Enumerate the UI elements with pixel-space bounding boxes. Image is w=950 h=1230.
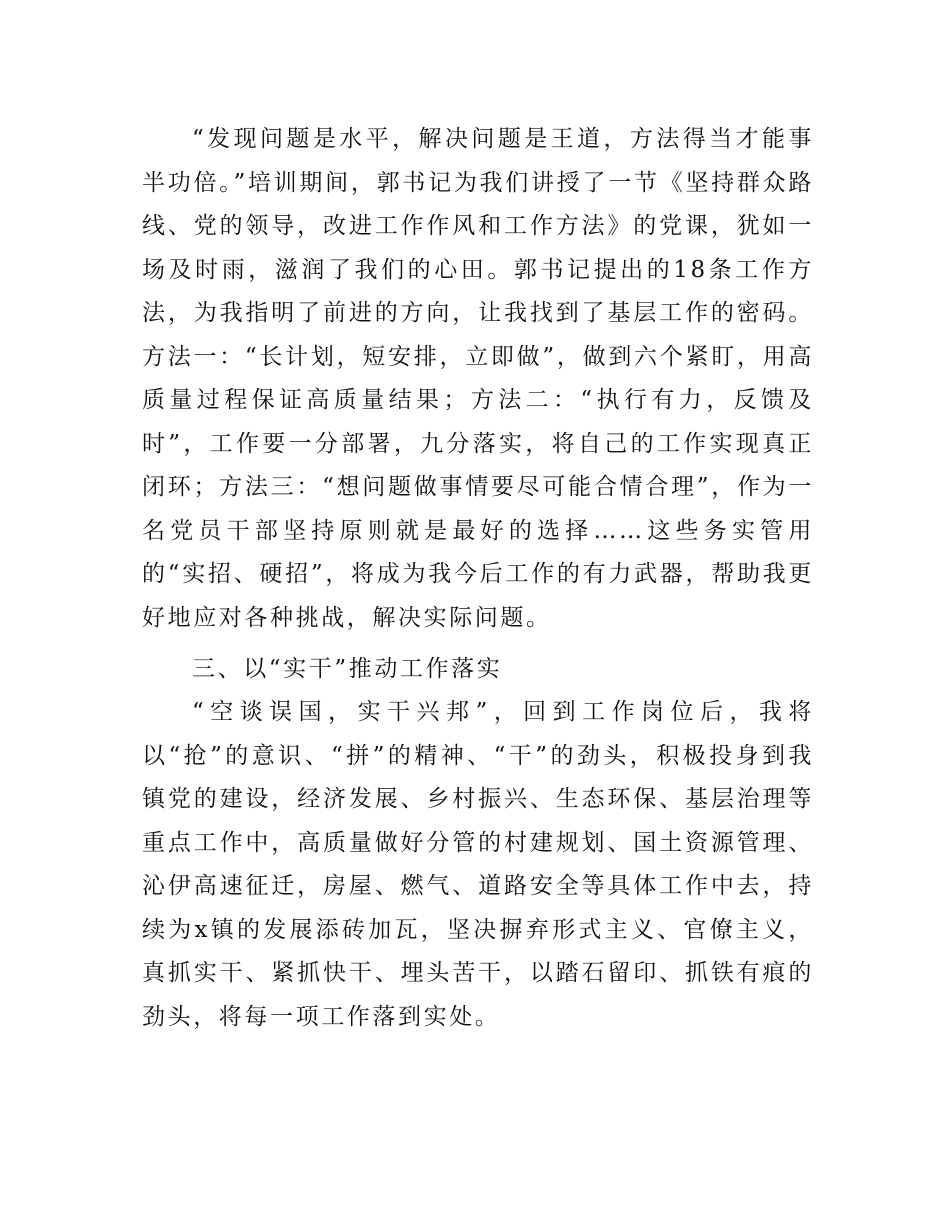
paragraph-work-methods xyxy=(142,118,814,640)
paragraph-practical-work xyxy=(142,691,814,1039)
section-heading xyxy=(142,648,814,692)
section-heading-text: 三、以“实干”推动工作落实 xyxy=(192,656,503,682)
paragraph-text: “发现问题是水平，解决问题是王道，方法得当才能事半功倍。”培训期间，郭书记为我们讲授了一节《坚持群众路线、党的领导，改进工作作风和工作方法》的党课，犹如一场及时雨，滋润了我们的心田。郭书记提出的18条工作方法，为我指明了前进的方向，让我找到了基层工作的密码。方法一：“长计划，短安排，立即做”，做到六个紧盯，用高质量过程保证高质量结果；方法二：“执行有力，反馈及时”，工作要一分部署，九分落实，将自己的工作实现真正闭环；方法三：“想问题做事情要尽可能合情合理”，作为一名党员干部坚持原则就是最好的选择……这些务实管用的“实招、硬招”，将成为我今后工作的有力武器，帮助我更好地应对各种挑战，解决实际问题。 xyxy=(142,126,814,631)
paragraph-text: “空谈误国，实干兴邦”，回到工作岗位后，我将以“抢”的意识、“拼”的精神、“干”的劲头，积极投身到我镇党的建设，经济发展、乡村振兴、生态环保、基层治理等重点工作中，高质量做好分管的村建规划、国土资源管理、沁伊高速征迁，房屋、燃气、道路安全等具体工作中去，持续为x镇的发展添砖加瓦，坚决摒弃形式主义、官僚主义，真抓实干、紧抓快干、埋头苦干，以踏石留印、抓铁有痕的劲头，将每一项工作落到实处。 xyxy=(142,699,814,1030)
